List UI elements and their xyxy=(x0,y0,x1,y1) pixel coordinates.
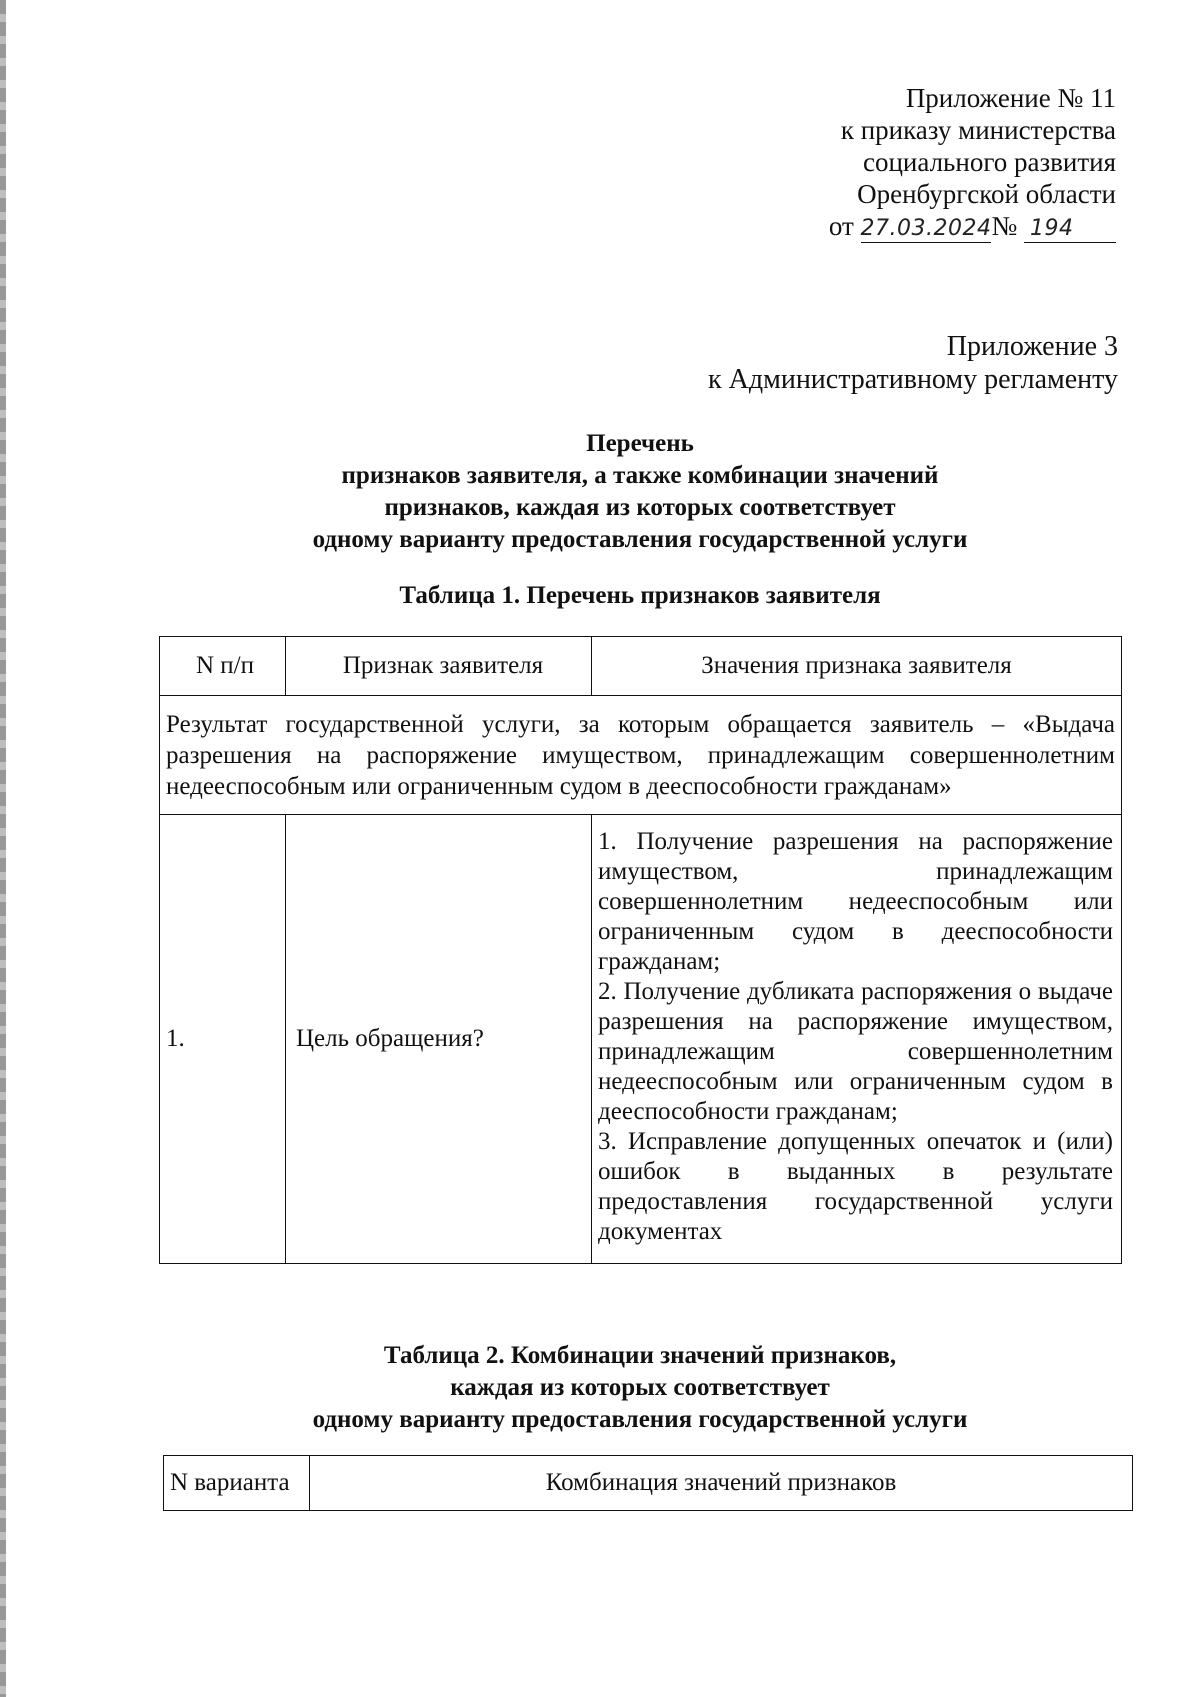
table2-title xyxy=(130,1340,1150,1436)
table-row xyxy=(160,815,1122,1264)
value-item: 2. Получение дубликата распоряжения о выдаче разрешения на распоряжение имуществом, принадлежащим совершеннолетним недееспособным или ограниченным судом в дееспособности гражданам; xyxy=(598,978,1113,1125)
document-heading xyxy=(130,428,1150,556)
row-number: 1. xyxy=(160,815,286,1264)
value-item: 1. Получение разрешения на распоряжение имуществом, принадлежащим совершеннолетним недееспособным или ограниченным судом в дееспособности гражданам; xyxy=(598,828,1113,975)
header-values: Значения признака заявителя xyxy=(592,637,1122,696)
appendix-3-line2: к Административному регламенту xyxy=(708,364,1118,395)
number-label: № xyxy=(991,211,1018,241)
row-values xyxy=(592,815,1122,1264)
appendix-11-block xyxy=(829,82,1116,243)
variant-combinations-table xyxy=(163,1455,1133,1511)
header-number: N п/п xyxy=(160,637,286,696)
order-date-line xyxy=(829,210,1116,243)
table2-header-row xyxy=(164,1456,1133,1511)
handwritten-date: 27.03.2024 xyxy=(860,216,992,241)
appendix-11-title: Приложение № 11 xyxy=(905,83,1116,113)
table2-title-line1: Таблица 2. Комбинации значений признаков, xyxy=(383,1342,897,1369)
applicant-signs-table xyxy=(159,636,1122,1264)
scan-edge xyxy=(0,0,6,1697)
heading-line1: Перечень xyxy=(586,430,694,457)
handwritten-number: 194 xyxy=(1024,216,1116,243)
table2-title-line2: каждая из которых соответствует xyxy=(450,1374,830,1401)
appendix-11-line4: Оренбургской области xyxy=(857,179,1116,209)
table1-title-text: Таблица 1. Перечень признаков заявителя xyxy=(399,582,881,609)
table2-title-line3: одному варианту предоставления государственной услуги xyxy=(312,1406,968,1433)
appendix-3-block xyxy=(708,330,1118,396)
table1-header-row xyxy=(160,637,1122,696)
appendix-11-line2: к приказу министерства xyxy=(840,115,1116,145)
service-result-row xyxy=(160,696,1122,815)
appendix-11-line3: социального развития xyxy=(862,147,1116,177)
service-result-text: Результат государственной услуги, за которым обращается заявитель – «Выдача разрешения на распоряжение имуществом, принадлежащим совершеннолетним недееспособным или ограниченным судом в дееспособности гражданам» xyxy=(160,696,1122,815)
header-combination: Комбинация значений признаков xyxy=(310,1456,1133,1511)
value-item: 3. Исправление допущенных опечаток и (или) ошибок в выданных в результате предоставления государственной услуги документах xyxy=(598,1128,1113,1245)
table1-title xyxy=(130,580,1150,612)
header-sign: Признак заявителя xyxy=(286,637,592,696)
from-label: от xyxy=(828,211,854,241)
heading-line4: одному варианту предоставления государственной услуги xyxy=(312,526,968,553)
row-sign: Цель обращения? xyxy=(286,815,592,1264)
heading-line2: признаков заявителя, а также комбинации значений xyxy=(341,462,939,489)
appendix-3-title: Приложение 3 xyxy=(946,331,1118,362)
header-variant-number: N варианта xyxy=(164,1456,310,1511)
heading-line3: признаков, каждая из которых соответствует xyxy=(384,494,896,521)
